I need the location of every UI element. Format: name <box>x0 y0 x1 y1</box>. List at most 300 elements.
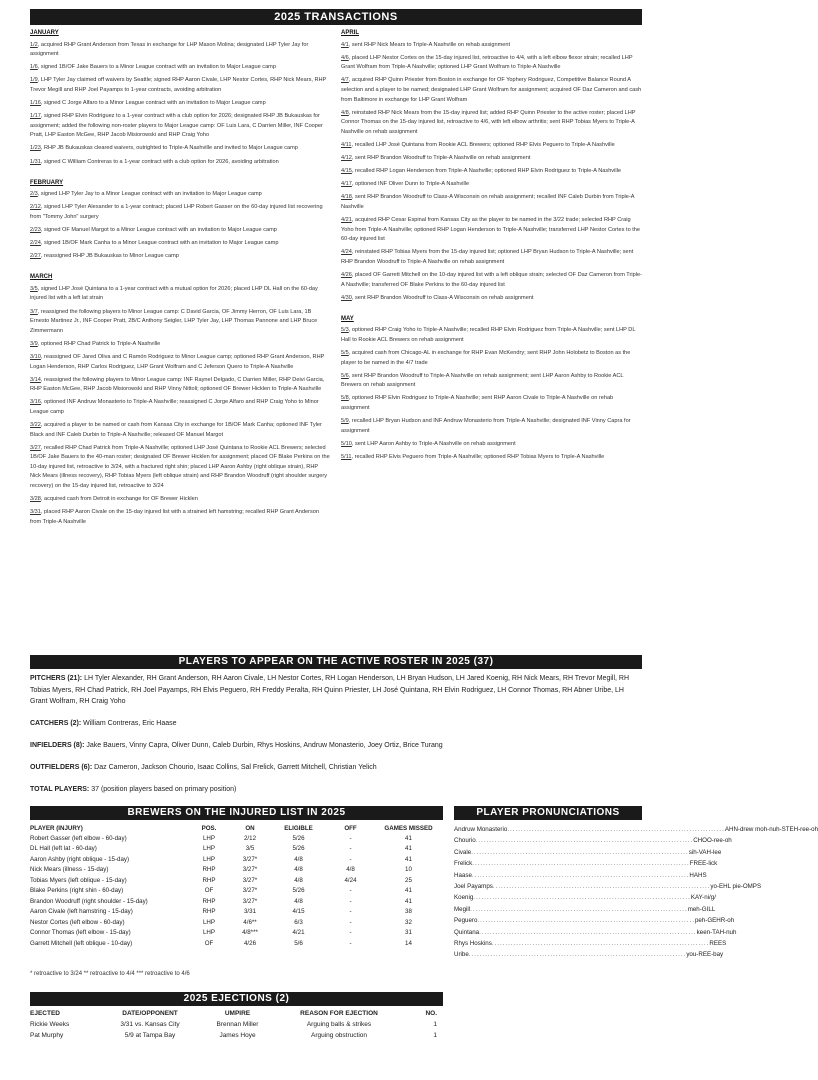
transaction-date: 4/6 <box>341 54 349 61</box>
injured-cell: 31 <box>405 929 412 937</box>
roster-group <box>30 740 642 752</box>
injured-cell: 4/15 <box>292 908 305 916</box>
injured-cell: RHP <box>202 897 216 905</box>
injured-cell: 4/8 <box>294 855 303 863</box>
month-heading: FEBRUARY <box>30 179 64 186</box>
ejections-table <box>30 1008 443 1041</box>
transaction-date: 4/15 <box>341 168 352 175</box>
injured-cell: LHP <box>202 929 216 937</box>
transactions-header: 2025 TRANSACTIONS <box>30 9 642 25</box>
roster-group <box>30 784 642 796</box>
injured-cell: 41 <box>405 897 412 905</box>
transaction-date: 2/27 <box>30 253 41 260</box>
transaction-text: , signed LHP José Quintana to a 1-year contract with a mutual option for 2026; placed LHP DL Hall on the 60-day injured list with a left lat strain <box>30 285 318 302</box>
transaction-text: , reassigned OF Jared Oliva and C Ramón Rodriguez to Minor League camp; optioned RHP Grant Anderson, RHP Logan Henderson, RHP Carlos Rodriguez, LHP Grant Wolfram and C Jeferson Quero to Triple-A Nashville <box>30 353 325 370</box>
injured-cell: 41 <box>405 834 412 842</box>
injured-cell: 4/8*** <box>242 929 258 937</box>
injured-row <box>30 875 443 886</box>
injured-cell: 2/12 <box>243 834 257 842</box>
injured-cell: 4/26 <box>243 939 257 947</box>
transaction-date: 4/11 <box>341 141 352 148</box>
injured-cell: - <box>349 855 352 863</box>
injured-cell: 4/8 <box>294 866 303 874</box>
pronunciation-name: Koenig <box>454 894 474 902</box>
transaction-entry <box>341 180 642 190</box>
injured-cell: LHP <box>202 855 216 863</box>
transaction-entry <box>30 190 330 200</box>
injured-row <box>30 844 443 855</box>
injured-cell: Nick Mears (illness - 15-day) <box>30 866 109 874</box>
month-spacer <box>30 171 330 179</box>
injured-cell: OF <box>204 887 214 895</box>
pronunciation-sound: keen-TAH-nuh <box>696 928 737 936</box>
ejection-row <box>30 1030 443 1041</box>
transaction-date: 3/22 <box>30 422 41 428</box>
transaction-date: 3/5 <box>30 285 38 292</box>
pronunciation-name: Frelick <box>454 860 473 868</box>
injured-cell: 3/27* <box>242 866 258 874</box>
injured-cell: RHP <box>202 876 216 884</box>
transaction-date: 3/9 <box>30 340 38 347</box>
transaction-text: , recalled RHP Elvis Peguero from Triple-A Nashville; optioned RHP Tobias Myers to Triple-A Nashville <box>351 453 605 460</box>
injured-cell: - <box>349 887 352 895</box>
transaction-text: , placed OF Garrett Mitchell on the 10-day injured list with a left oblique strain; selected OF Daz Cameron from Triple-A Nashville; transferred OF Blake Perkins to the 60-day injured list <box>341 271 642 288</box>
transaction-text: , recalled RHP Chad Patrick from Triple-A Nashville; optioned LHP José Quintana to Rookie ACL Brewers; selected 1B/OF Jake Bauers to the 40-man roster; designated OF Brewer Hicklen for assignment; placed OF Blake Perkins on the 10-day injured list, retroactive to 3/24, with a fractured right shin; placed LHP Aaron Ashby (right oblique strain), RHP Nick Mears (illness recovery), RHP Tobias Myers (left oblique strain) and RHP Brandon Woodruff (right shoulder surgery recovery) on the 15-day injured list, retroactive to 3/24 <box>30 444 330 490</box>
injured-row <box>30 928 443 939</box>
transaction-entry <box>341 271 642 290</box>
pronunciation-name: Uribe <box>454 951 469 959</box>
roster-group-label: TOTAL PLAYERS: <box>30 786 90 793</box>
pronunciation-row <box>454 927 737 938</box>
roster-group <box>30 718 642 730</box>
transaction-date: 5/3 <box>341 327 349 334</box>
pronunciation-row <box>454 835 732 846</box>
transaction-entry <box>30 508 330 527</box>
ejection-column-header: REASON FOR EJECTION <box>300 1010 378 1017</box>
transaction-date: 4/1 <box>341 41 349 48</box>
injured-column-header: PLAYER (INJURY) <box>30 824 83 832</box>
ejection-column-header: UMPIRE <box>224 1010 251 1017</box>
injured-cell: RHP <box>202 866 216 874</box>
pronunciation-row <box>454 870 707 881</box>
injured-cell: Aaron Civale (left hamstring - 15-day) <box>30 908 133 916</box>
transaction-entry <box>341 440 642 450</box>
transaction-date: 2/24 <box>30 240 41 247</box>
transaction-text: , placed RHP Aaron Civale on the 15-day injured list with a strained left hamstring; recalled RHP Grant Anderson from Triple-A Nashville <box>30 509 319 525</box>
injured-cell: 5/26 <box>292 834 305 842</box>
transaction-entry <box>341 76 642 105</box>
transaction-entry <box>30 99 330 109</box>
dot-leader: ................................................................................ <box>471 848 689 856</box>
roster-group-players: William Contreras, Eric Haase <box>81 720 177 727</box>
transaction-text: , signed C William Contreras to a 1-year contract with a club option for 2026, avoiding arbitration <box>40 158 279 165</box>
transaction-entry <box>341 394 642 413</box>
transaction-date: 1/2 <box>30 41 38 48</box>
transaction-entry <box>341 41 642 51</box>
transaction-text: , acquired cash from Chicago-AL in exchange for RHP Evan McKendry; sent RHP John Holobetz to Boston as the player to be named in the 4/7 trade <box>341 350 631 366</box>
transaction-text: , signed LHP Tyler Alexander to a 1-year contract; placed LHP Robert Gasser on the 60-day injured list recovering from "Tommy John" surgery <box>30 204 323 220</box>
injured-cell: - <box>349 939 352 947</box>
injured-list-header: BREWERS ON THE INJURED LIST IN 2025 <box>30 806 443 820</box>
transaction-entry <box>341 216 642 245</box>
transaction-text: , optioned INF Oliver Dunn to Triple-A Nashville <box>351 181 470 188</box>
transaction-date: 4/7 <box>341 77 349 84</box>
injured-cell: LHP <box>202 918 216 926</box>
transaction-entry <box>341 109 642 138</box>
transaction-date: 3/28 <box>30 496 41 503</box>
ejection-column-header: DATE/OPPONENT <box>122 1010 178 1017</box>
pronunciation-sound: AHN-drew moh-nuh-STEH-ree-oh <box>724 826 818 833</box>
transaction-date: 4/18 <box>341 194 352 201</box>
transaction-text: , signed OF Manuel Margot to a Minor League contract with an invitation to Major League camp <box>40 227 277 233</box>
pronunciation-name: Andruw Monasterio <box>454 826 508 833</box>
transaction-date: 4/21 <box>341 217 352 223</box>
transaction-entry <box>30 63 330 73</box>
roster-group <box>30 673 642 708</box>
ejection-column-header: NO. <box>425 1010 437 1017</box>
transaction-date: 1/6 <box>30 64 38 71</box>
pronunciation-sound: yo-EHL pie-OMPS <box>710 882 762 890</box>
transactions-left-column <box>30 29 330 531</box>
dot-leader: ................................................................................ <box>473 894 691 902</box>
injured-cell: 41 <box>405 855 412 863</box>
transaction-date: 3/16 <box>30 399 41 406</box>
injured-cell: 6/3 <box>294 918 303 926</box>
roster-header: PLAYERS TO APPEAR ON THE ACTIVE ROSTER IN 2025 (37) <box>30 655 642 669</box>
transaction-text: , recalled LHP José Quintana from Rookie ACL Brewers; optioned RHP Elvis Peguero to Triple-A Nashville <box>351 141 615 148</box>
transaction-entry <box>341 453 642 463</box>
roster-group-label: PITCHERS (21): <box>30 675 83 682</box>
roster-group-players: LH Tyler Alexander, RH Grant Anderson, RH Aaron Civale, LH Nestor Cortes, RH Logan Henderson, LH Bryan Hudson, LH Jared Koenig, RH Nick Mears, RH Trevor Megill, RH Tobias Myers, RH Chad Patrick, RH Joel Payamps, RH Elvis Peguero, RH Freddy Peralta, RH Quinn Priester, LH José Quintana, RH Elvin Rodriguez, LH Connor Thomas, RH Abner Uribe, LH Grant Wolfram, RH Craig Yoho <box>30 675 630 705</box>
month-heading: MARCH <box>30 274 53 281</box>
transactions-right-column <box>341 29 642 466</box>
injured-column-header: ELIGIBLE <box>284 824 313 832</box>
transaction-entry <box>30 76 330 95</box>
injured-cell: 4/24 <box>344 876 357 884</box>
transaction-text: , recalled RHP Logan Henderson from Triple-A Nashville; optioned RHP Elvin Rodriguez to Triple-A Nashville <box>351 168 621 175</box>
injured-cell: 3/31 <box>243 908 257 916</box>
injured-cell: Robert Gasser (left elbow - 60-day) <box>30 834 127 842</box>
transaction-text: , acquired RHP Grant Anderson from Texas in exchange for LHP Mason Molina; designated LHP Tyler Jay for assignment <box>30 41 309 58</box>
pronunciation-row <box>454 892 716 903</box>
transaction-date: 4/17 <box>341 181 352 188</box>
injured-cell: 38 <box>405 908 412 916</box>
transaction-entry <box>30 308 330 337</box>
dot-leader: ................................................................................ <box>477 917 695 925</box>
injured-row <box>30 938 443 949</box>
transaction-text: , optioned RHP Chad Patrick to Triple-A Nashville <box>37 340 161 347</box>
transaction-entry <box>30 144 330 154</box>
dot-leader: ................................................................................ <box>470 905 688 913</box>
ejection-cell: Pat Murphy <box>30 1032 64 1039</box>
transaction-date: 2/12 <box>30 204 41 211</box>
injured-cell: DL Hall (left lat - 60-day) <box>30 845 97 853</box>
roster-group-label: INFIELDERS (8): <box>30 742 85 749</box>
pronunciation-row <box>454 881 762 892</box>
transaction-text: , sent RHP Nick Mears to Triple-A Nashville on rehab assignment <box>348 41 511 48</box>
transaction-entry <box>30 376 330 395</box>
injured-cell: - <box>349 845 352 853</box>
transaction-entry <box>341 54 642 73</box>
roster-group-label: CATCHERS (2): <box>30 720 82 727</box>
dot-leader: ................................................................................ <box>475 837 694 845</box>
injured-cell: 4/8 <box>346 866 355 874</box>
transaction-date: 5/9 <box>341 418 349 425</box>
injured-cell: Aaron Ashby (right oblique - 15-day) <box>30 855 130 863</box>
injured-cell: Connor Thomas (left elbow - 15-day) <box>30 929 131 937</box>
month-heading: APRIL <box>341 30 359 36</box>
transaction-date: 5/6 <box>341 372 349 379</box>
pronunciation-name: Rhys Hoskins <box>454 939 492 947</box>
injured-row <box>30 886 443 897</box>
month-spacer <box>341 307 642 315</box>
injured-cell: 5/26 <box>292 845 305 853</box>
transaction-date: 5/8 <box>341 395 349 402</box>
transaction-entry <box>341 248 642 267</box>
ejection-cell: 5/9 at Tampa Bay <box>124 1032 176 1039</box>
injured-cell: 5/26 <box>292 887 305 895</box>
injured-cell: Tobias Myers (left oblique - 15-day) <box>30 876 127 884</box>
ejection-cell: Arguing obstruction <box>310 1032 367 1039</box>
transaction-date: 1/31 <box>30 158 41 165</box>
transaction-text: , placed LHP Nestor Cortes on the 15-day injured list, retroactive to 4/4, with a left elbow flexor strain; recalled LHP Grant Wolfram from Triple-A Nashville; optioned LHP Grant Wolfram to Triple-A Nashville <box>341 54 633 71</box>
injured-row <box>30 907 443 918</box>
injured-cell: 32 <box>405 918 412 926</box>
injured-cell: 41 <box>405 845 412 853</box>
injured-list-footnotes: * retroactive to 3/24 ** retroactive to 4/4 *** retroactive to 4/6 <box>30 971 190 977</box>
transaction-date: 5/5 <box>341 350 349 357</box>
transaction-entry <box>30 41 330 60</box>
roster-section <box>30 673 642 806</box>
pronunciation-row <box>454 824 818 835</box>
injured-cell: 4/6** <box>243 918 257 926</box>
injured-cell: OF <box>204 939 214 947</box>
injured-row <box>30 917 443 928</box>
transaction-entry <box>341 154 642 164</box>
transaction-date: 4/12 <box>341 155 352 162</box>
transaction-text: , acquired RHP Quinn Priester from Boston in exchange for OF Yophery Rodriguez, Competitive Balance Round A selection and a player to be named; designated LHP Grant Wolfram for assignment; acquired OF Daz Cameron and cash from Baltimore in exchange for LHP Grant Wolfram <box>341 77 642 103</box>
injured-cell: RHP <box>202 908 216 916</box>
injured-cell: - <box>349 834 352 842</box>
transaction-text: , signed LHP Tyler Jay to a Minor League contract with an invitation to Major League camp <box>37 191 262 198</box>
injured-column-header: OFF <box>344 824 357 832</box>
pronunciation-row <box>454 904 716 915</box>
pronunciation-name: Chourio <box>454 837 476 845</box>
transaction-entry <box>30 226 330 236</box>
transaction-entry <box>341 193 642 212</box>
ejection-cell: 3/31 vs. Kansas City <box>120 1021 180 1028</box>
injured-cell: LHP <box>202 834 216 842</box>
transaction-text: , acquired a player to be named or cash from Kansas City in exchange for 1B/OF Mark Canha; optioned INF Tyler Black and INF Caleb Durbin to Triple-A Nashville; released OF Manuel Margot <box>30 422 322 438</box>
injured-cell: 3/27* <box>242 897 258 905</box>
ejection-cell: Arguing balls & strikes <box>306 1021 372 1028</box>
transaction-text: , reassigned RHP JB Bukauskas to Minor League camp <box>40 253 179 260</box>
pronunciations-header: PLAYER PRONUNCIATIONS <box>454 806 642 820</box>
pronunciation-sound: peh-GEHR-oh <box>694 917 735 925</box>
transaction-date: 4/30 <box>341 294 352 301</box>
pronunciation-row <box>454 915 735 926</box>
transaction-date: 1/23 <box>30 145 41 152</box>
transaction-date: 2/3 <box>30 191 38 198</box>
transaction-date: 3/10 <box>30 353 41 360</box>
roster-group-players: Jake Bauers, Vinny Capra, Oliver Dunn, Caleb Durbin, Rhys Hoskins, Andruw Monasterio, Joey Ortiz, Brice Turang <box>84 742 443 749</box>
transaction-date: 3/27 <box>30 444 41 451</box>
transaction-entry <box>30 421 330 440</box>
transaction-text: , signed RHP Elvin Rodriguez to a 1-year contract with a club option for 2026; designated RHP JB Bukauskas for assignment; added the following non-roster players to Major League camp: OF Luis Lara, C Darrien Miller, INF Cooper Pratt, LHP Easton McGee, RHP Jacob Misiorowski and RHP Craig Yoho <box>30 113 323 139</box>
transaction-text: , reassigned the following players to Minor League camp: C David Garcia, OF Jimmy Herron, OF Luis Lara, 1B Ernesto Martinez Jr., INF Cooper Pratt, 2B/C Anthony Seigler, LHP Tyler Jay, LHP Thomas Pannone and LHP Bruce Zimmermann <box>30 308 318 334</box>
ejection-cell: Brennan Miller <box>216 1021 259 1028</box>
dot-leader: ................................................................................ <box>471 871 690 879</box>
pronunciation-sound: REES <box>709 939 727 947</box>
injured-cell: 3/27* <box>242 855 258 863</box>
dot-leader: ................................................................................ <box>491 939 710 947</box>
transaction-date: 2/23 <box>30 227 41 233</box>
dot-leader: ................................................................................ <box>479 928 697 936</box>
month-spacer <box>30 265 330 273</box>
injured-cell: 5/6 <box>294 939 303 947</box>
pronunciation-name: Joel Payamps <box>454 882 493 890</box>
pronunciation-row <box>454 847 722 858</box>
injured-list-table <box>30 823 443 949</box>
transaction-date: 3/14 <box>30 376 41 383</box>
ejection-cell: James Hoye <box>219 1032 256 1039</box>
month-heading: MAY <box>341 315 354 322</box>
injured-cell: 4/8 <box>294 876 303 884</box>
pronunciation-sound: HAHS <box>689 871 707 879</box>
injured-row <box>30 854 443 865</box>
ejection-row <box>30 1019 443 1030</box>
ejection-cell: 1 <box>433 1021 437 1028</box>
transaction-text: , reassigned the following players to Minor League camp: INF Raynel Delgado, C Darrien Miller, RHP Deivi Garcia, RHP Easton McGee, RHP Jacob Misiorowski and RHP Vinny Nittoli; optioned OF Brewer Hicklen to Triple-A Nashville <box>30 376 325 393</box>
transaction-entry <box>341 294 642 304</box>
transaction-text: , reinstated RHP Nick Mears from the 15-day injured list; added RHP Quinn Priester to the active roster; placed LHP Connor Thomas on the 15-day injured list, retroactive to 4/6, with left elbow arthritis; sent RHP Tobias Myers to Triple-A Nashville on rehab assignment <box>341 109 636 135</box>
ejections-header: 2025 EJECTIONS (2) <box>30 992 443 1006</box>
pronunciations-list <box>454 824 818 961</box>
pronunciation-sound: meh-GILL <box>687 905 716 913</box>
transaction-text: , sent RHP Brandon Woodruff to Class-A Wisconsin on rehab assignment <box>351 294 534 301</box>
transaction-date: 3/7 <box>30 308 38 315</box>
transaction-text: , RHP JB Bukauskas cleared waivers, outrighted to Triple-A Nashville and invited to Major League camp <box>40 145 298 152</box>
transaction-entry <box>30 398 330 417</box>
injured-cell: 10 <box>405 866 412 874</box>
transaction-date: 1/17 <box>30 113 41 120</box>
pronunciation-name: Megill <box>454 905 471 913</box>
transaction-text: , acquired RHP Cesar Espinal from Kansas City as the player to be named in the 3/22 trade; selected RHP Craig Yoho from Triple-A Nashville; optioned RHP Logan Henderson to Triple-A Nashville; transferred LHP Nestor Cortes to the 60-day injured list <box>341 217 641 243</box>
transaction-text: , signed C Jorge Alfaro to a Minor League contract with an invitation to Major League camp <box>40 100 266 107</box>
transaction-entry <box>30 285 330 304</box>
pronunciation-name: Civale <box>454 848 472 856</box>
injured-cell: - <box>349 918 352 926</box>
injured-column-header: POS. <box>201 824 217 832</box>
transaction-text: , optioned RHP Elvin Rodriguez to Triple-A Nashville; sent RHP Aaron Civale to Triple-A Nashville on rehab assignment <box>341 395 614 411</box>
pronunciation-sound: KAY-ni/g/ <box>690 894 716 902</box>
transaction-entry <box>30 252 330 262</box>
injured-cell: Brandon Woodruff (right shoulder - 15-day) <box>30 897 148 905</box>
transaction-entry <box>30 203 330 222</box>
transaction-text: , sent RHP Brandon Woodruff to Triple-A Nashville on rehab assignment; sent LHP Aaron Ashby to Rookie ACL Brewers on rehab assignment <box>341 372 624 389</box>
injured-column-header: ON <box>245 824 255 832</box>
transaction-text: , LHP Tyler Jay claimed off waivers by Seattle; signed RHP Aaron Civale, LHP Nestor Cortes, RHP Nick Mears, RHP Trevor Megill and RHP Joel Payamps to 1-year contracts, avoiding arbitration <box>30 77 327 93</box>
injured-row <box>30 896 443 907</box>
transaction-date: 4/26 <box>341 271 352 278</box>
injured-cell: Garrett Mitchell (left oblique - 10-day) <box>30 939 133 947</box>
injured-row <box>30 833 443 844</box>
pronunciation-row <box>454 949 724 960</box>
transaction-date: 4/24 <box>341 249 352 256</box>
ejection-cell: Rickie Weeks <box>30 1021 70 1028</box>
pronunciation-sound: FREE-lick <box>689 860 718 868</box>
transaction-text: , optioned RHP Craig Yoho to Triple-A Nashville; recalled RHP Elvin Rodriguez from Triple-A Nashville; sent LHP DL Hall to Rookie ACL Brewers on rehab assignment <box>341 327 636 343</box>
injured-cell: - <box>349 908 352 916</box>
roster-group-players: Daz Cameron, Jackson Chourio, Isaac Collins, Sal Frelick, Garrett Mitchell, Christian Yelich <box>92 764 377 771</box>
transaction-text: , sent RHP Brandon Woodruff to Class-A Wisconsin on rehab assignment; recalled INF Caleb Durbin from Triple-A Nashville <box>341 194 635 210</box>
injured-cell: 3/5 <box>245 845 255 853</box>
transaction-text: , recalled LHP Bryan Hudson and INF Andruw Monasterio from Triple-A Nashville; designated INF Vinny Capra for assignment <box>341 418 631 434</box>
transaction-date: 1/16 <box>30 100 41 107</box>
pronunciation-name: Peguero <box>454 917 478 925</box>
dot-leader: ................................................................................ <box>492 882 711 890</box>
injured-cell: 14 <box>405 939 412 947</box>
transaction-text: , optioned INF Andruw Monasterio to Triple-A Nashville; reassigned C Jorge Alfaro and RHP Craig Yoho to Minor League camp <box>30 399 319 415</box>
injured-cell: - <box>349 929 352 937</box>
transaction-entry <box>341 349 642 368</box>
transaction-entry <box>30 495 330 505</box>
pronunciation-name: Quintana <box>454 928 480 936</box>
injured-cell: 3/27* <box>242 887 258 895</box>
transaction-entry <box>341 167 642 177</box>
ejection-cell: 1 <box>433 1032 437 1039</box>
dot-leader: ................................................................................ <box>468 951 687 959</box>
month-heading: JANUARY <box>30 30 59 36</box>
dot-leader: ................................................................................ <box>507 826 725 833</box>
transaction-text: , signed 1B/OF Jake Bauers to a Minor League contract with an invitation to Major League camp <box>37 64 276 71</box>
transaction-date: 5/10 <box>341 440 352 447</box>
transaction-entry <box>341 326 642 345</box>
roster-group-players: 37 (position players based on primary position) <box>89 786 237 793</box>
transaction-entry <box>341 417 642 436</box>
injured-cell: 4/8 <box>294 897 303 905</box>
ejection-column-header: EJECTED <box>30 1010 60 1017</box>
dot-leader: ................................................................................ <box>472 860 690 868</box>
transaction-text: , acquired cash from Detroit in exchange for OF Brewer Hicklen <box>40 496 198 503</box>
transaction-text: , reinstated RHP Tobias Myers from the 15-day injured list; optioned LHP Bryan Hudson to Triple-A Nashville; sent RHP Brandon Woodruff to Triple-A Nashville on rehab assignment <box>341 249 634 265</box>
transaction-date: 3/31 <box>30 509 41 516</box>
injured-cell: 3/27* <box>242 876 258 884</box>
pronunciation-name: Haase <box>454 871 472 879</box>
transaction-entry <box>30 353 330 372</box>
transaction-entry <box>30 112 330 141</box>
injured-cell: Nestor Cortes (left elbow - 60-day) <box>30 918 125 926</box>
transaction-text: , sent LHP Aaron Ashby to Triple-A Nashville on rehab assignment <box>351 440 516 447</box>
pronunciation-row <box>454 858 718 869</box>
injured-cell: - <box>349 897 352 905</box>
transaction-date: 5/11 <box>341 453 352 460</box>
pronunciation-sound: you-REE-bay <box>686 951 724 959</box>
injured-cell: 25 <box>405 876 412 884</box>
transaction-entry <box>341 372 642 391</box>
transaction-entry <box>30 158 330 168</box>
injured-cell: LHP <box>202 845 216 853</box>
injured-row <box>30 865 443 876</box>
transaction-date: 4/8 <box>341 109 349 116</box>
roster-group-label: OUTFIELDERS (6): <box>30 764 93 771</box>
injured-cell: 41 <box>405 887 412 895</box>
pronunciation-row <box>454 938 727 949</box>
transaction-entry <box>30 444 330 492</box>
injured-cell: Blake Perkins (right shin - 60-day) <box>30 887 124 895</box>
transaction-text: , sent RHP Brandon Woodruff to Triple-A Nashville on rehab assignment <box>351 155 531 162</box>
roster-group <box>30 762 642 774</box>
